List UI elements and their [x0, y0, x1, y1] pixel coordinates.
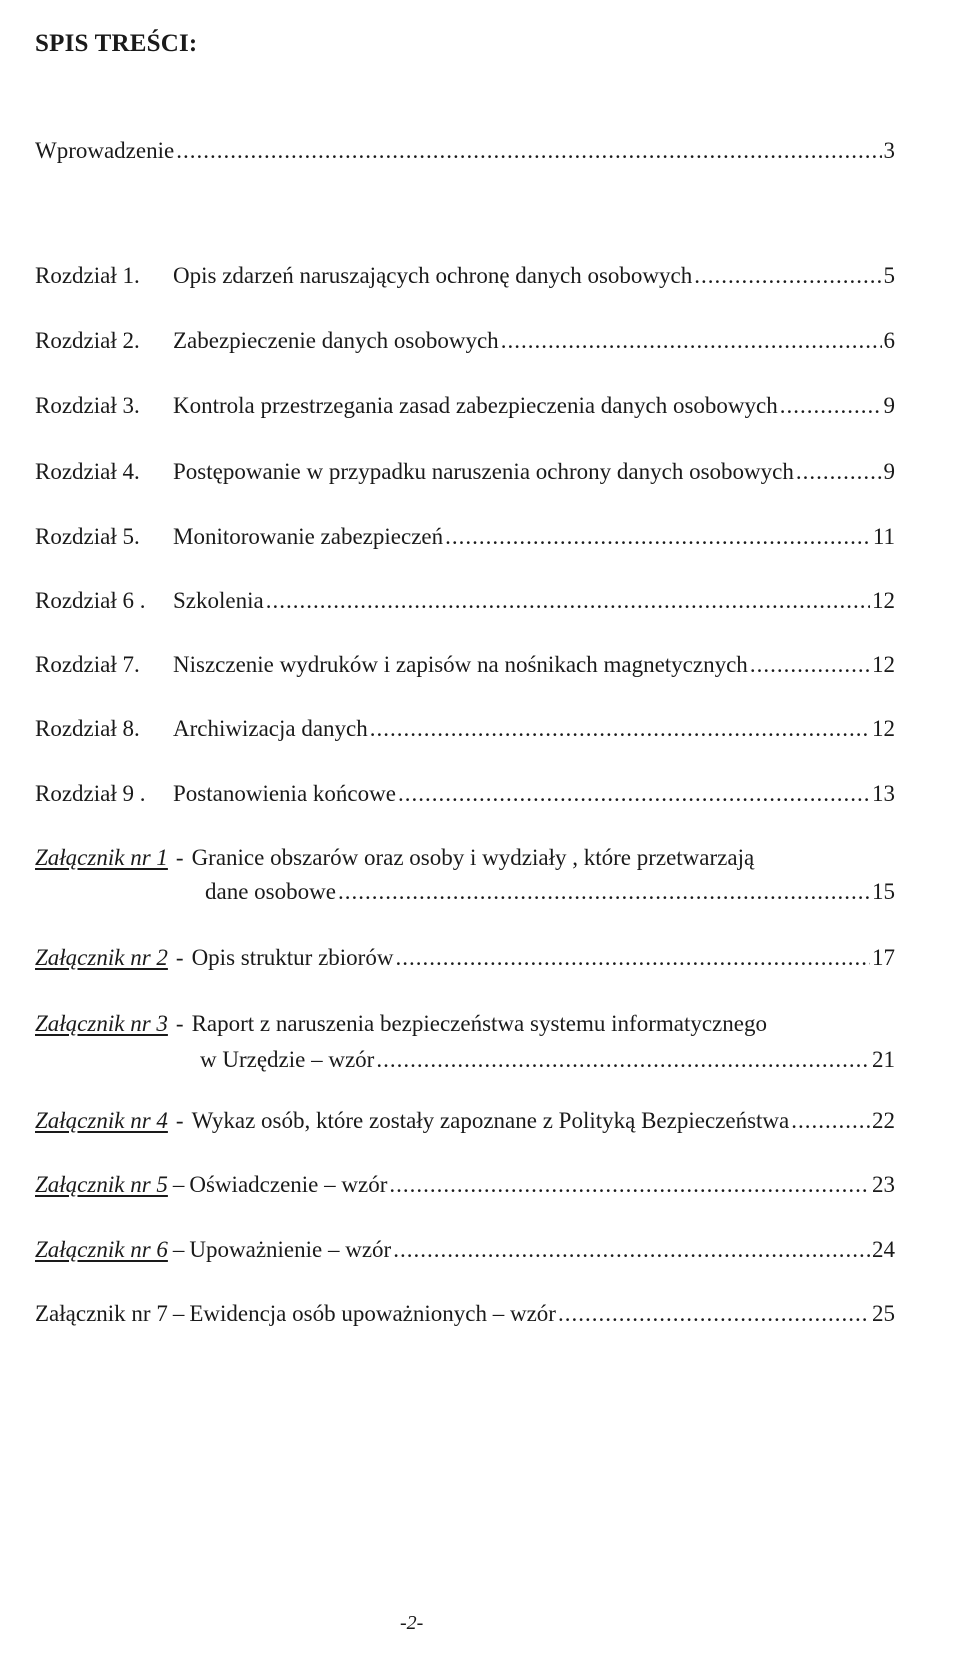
entry-title: Wykaz osób, które zostały zapoznane z Polityką Bezpieczeństwa: [191, 1108, 790, 1133]
entry-page: 22: [872, 1108, 895, 1133]
dot-leader: [780, 392, 882, 420]
entry-separator: -: [175, 1011, 184, 1036]
dot-leader: [395, 944, 870, 972]
toc-entry-intro: [35, 137, 895, 165]
dot-leader: [501, 327, 882, 355]
entry-separator: –: [172, 1237, 185, 1262]
entry-title: Wprowadzenie: [35, 138, 175, 163]
dot-leader: [338, 878, 870, 906]
entry-title: Opis struktur zbiorów: [191, 945, 394, 970]
entry-prefix: Rozdział 9 .: [35, 781, 146, 806]
entry-page: 5: [883, 263, 895, 288]
toc-entry-chapter: [35, 780, 895, 808]
entry-prefix: Załącznik nr 5: [35, 1172, 168, 1197]
toc-entry-annex: [35, 1010, 895, 1074]
entry-page: 13: [872, 781, 895, 806]
entry-title: Ewidencja osób upoważnionych – wzór: [189, 1301, 556, 1326]
entry-page: 17: [872, 945, 895, 970]
dot-leader: [266, 587, 870, 615]
entry-page: 9: [883, 459, 895, 484]
entry-title-continued: dane osobowe: [205, 879, 336, 904]
dot-leader: [376, 1046, 870, 1074]
toc-heading: SPIS TREŚCI:: [35, 30, 198, 57]
entry-separator: –: [172, 1172, 185, 1197]
toc-entry-chapter: [35, 715, 895, 743]
entry-prefix: Załącznik nr 4: [35, 1108, 168, 1133]
entry-page: 15: [872, 879, 895, 904]
entry-prefix: Załącznik nr 3: [35, 1011, 168, 1036]
entry-page: 11: [872, 524, 895, 549]
dot-leader: [750, 651, 870, 679]
entry-title: Upoważnienie – wzór: [189, 1237, 392, 1262]
dot-leader: [176, 137, 881, 165]
toc-entry-annex: [35, 1300, 895, 1328]
page-number-footer: -2-: [400, 1612, 424, 1634]
entry-page: 21: [872, 1047, 895, 1072]
entry-prefix: Rozdział 6 .: [35, 588, 146, 613]
entry-prefix: Załącznik nr 1: [35, 845, 168, 870]
toc-entry-chapter: [35, 587, 895, 615]
entry-title: Monitorowanie zabezpieczeń: [173, 524, 444, 549]
entry-prefix: Rozdział 3.: [35, 393, 140, 418]
entry-separator: -: [175, 845, 184, 870]
entry-prefix: Załącznik nr 2: [35, 945, 168, 970]
entry-prefix: Rozdział 8.: [35, 716, 140, 741]
entry-page: 12: [872, 652, 895, 677]
toc-entry-annex: [35, 944, 895, 972]
entry-page: 12: [872, 716, 895, 741]
entry-title: Szkolenia: [173, 588, 264, 613]
entry-prefix: Rozdział 2.: [35, 328, 140, 353]
entry-page: 23: [872, 1172, 895, 1197]
entry-title-continued: w Urzędzie – wzór: [200, 1047, 375, 1072]
entry-title: Oświadczenie – wzór: [189, 1172, 388, 1197]
entry-page: 6: [883, 328, 895, 353]
entry-page: 25: [872, 1301, 895, 1326]
entry-title: Opis zdarzeń naruszających ochronę danych osobowych: [173, 263, 693, 288]
dot-leader: [370, 715, 870, 743]
toc-entry-annex: [35, 1107, 895, 1135]
dot-leader: [558, 1300, 870, 1328]
toc-entry-annex: [35, 844, 895, 906]
toc-entry-annex: [35, 1171, 895, 1199]
entry-title: Niszczenie wydruków i zapisów na nośnikach magnetycznych: [173, 652, 748, 677]
entry-prefix: Rozdział 1.: [35, 263, 140, 288]
dot-leader: [389, 1171, 870, 1199]
dot-leader: [796, 458, 882, 486]
toc-entry-chapter: [35, 327, 895, 355]
toc-entry-chapter: [35, 262, 895, 290]
toc-entry-chapter: [35, 651, 895, 679]
dot-leader: [445, 523, 871, 551]
dot-leader: [791, 1107, 870, 1135]
entry-title: Raport z naruszenia bezpieczeństwa systemu informatycznego: [191, 1011, 767, 1036]
toc-entry-annex: [35, 1236, 895, 1264]
dot-leader: [393, 1236, 870, 1264]
toc-entry-chapter: [35, 392, 895, 420]
entry-prefix: Załącznik nr 7: [35, 1301, 168, 1326]
entry-prefix: Rozdział 7.: [35, 652, 140, 677]
entry-page: 9: [883, 393, 895, 418]
entry-separator: -: [175, 945, 184, 970]
toc-entry-chapter: [35, 523, 895, 551]
entry-separator: –: [172, 1301, 185, 1326]
entry-prefix: Załącznik nr 6: [35, 1237, 168, 1262]
dot-leader: [398, 780, 870, 808]
entry-separator: -: [175, 1108, 184, 1133]
entry-title: Archiwizacja danych: [173, 716, 368, 741]
entry-title: Kontrola przestrzegania zasad zabezpieczenia danych osobowych: [173, 393, 778, 418]
entry-page: 24: [872, 1237, 895, 1262]
entry-title: Postanowienia końcowe: [173, 781, 396, 806]
entry-title: Postępowanie w przypadku naruszenia ochrony danych osobowych: [173, 459, 794, 484]
toc-entry-chapter: [35, 458, 895, 486]
entry-prefix: Rozdział 4.: [35, 459, 140, 484]
dot-leader: [694, 262, 881, 290]
entry-prefix: Rozdział 5.: [35, 524, 140, 549]
entry-page: 3: [883, 138, 895, 163]
entry-title: Granice obszarów oraz osoby i wydziały , które przetwarzają: [191, 845, 755, 870]
entry-page: 12: [872, 588, 895, 613]
entry-title: Zabezpieczenie danych osobowych: [173, 328, 499, 353]
